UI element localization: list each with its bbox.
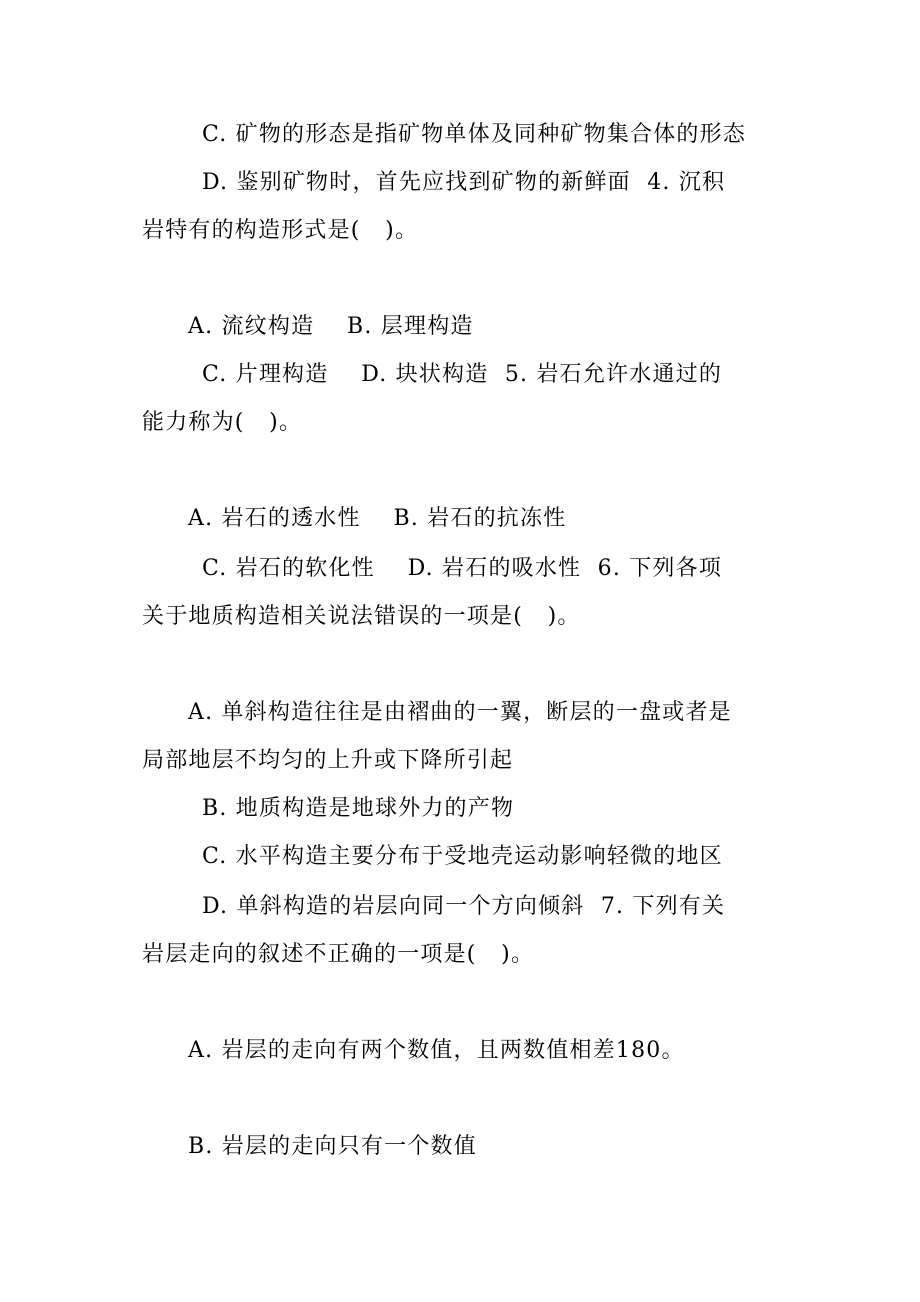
text-line: B. 岩层的走向只有一个数值 — [188, 1134, 477, 1159]
text-line: A. 岩石的透水性 B. 岩石的抗冻性 — [188, 506, 567, 531]
text-line: A. 流纹构造 B. 层理构造 — [188, 314, 474, 339]
text-line: A. 岩层的走向有两个数值，且两数值相差180。 — [188, 1038, 685, 1063]
text-line: C. 水平构造主要分布于受地壳运动影响轻微的地区 — [202, 844, 723, 869]
text-line: 能力称为( )。 — [142, 410, 303, 435]
text-line: C. 矿物的形态是指矿物单体及同种矿物集合体的形态 — [202, 122, 747, 147]
text-line: 关于地质构造相关说法错误的一项是( )。 — [142, 604, 581, 629]
text-line: 岩特有的构造形式是( )。 — [142, 218, 419, 243]
text-line: D. 单斜构造的岩层向同一个方向倾斜 7. 下列有关 — [202, 894, 726, 919]
text-line: A. 单斜构造往往是由褶曲的一翼，断层的一盘或者是 — [188, 700, 732, 725]
text-line: 岩层走向的叙述不正确的一项是( )。 — [142, 942, 535, 967]
text-line: 局部地层不均匀的上升或下降所引起 — [142, 748, 514, 773]
text-line: C. 片理构造 D. 块状构造 5. 岩石允许水通过的 — [202, 362, 723, 387]
text-line: D. 鉴别矿物时，首先应找到矿物的新鲜面 4. 沉积 — [202, 170, 726, 195]
text-line: B. 地质构造是地球外力的产物 — [202, 796, 515, 821]
text-line: C. 岩石的软化性 D. 岩石的吸水性 6. 下列各项 — [202, 556, 723, 581]
